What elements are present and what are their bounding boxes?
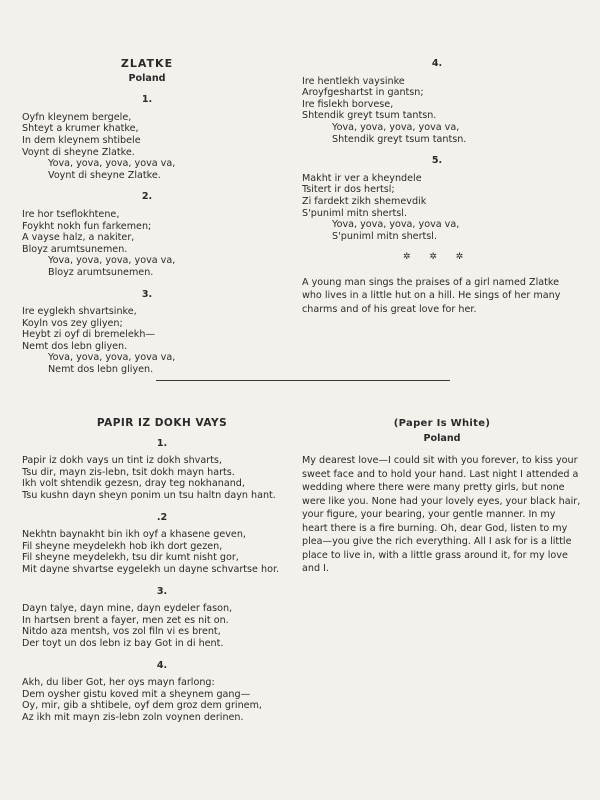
section-divider (156, 380, 450, 381)
refrain-line: Yova, yova, yova, yova va, (48, 352, 176, 364)
song-title: ZLATKE (120, 57, 174, 70)
verse-number: 3. (141, 288, 153, 300)
verse-line: Az ikh mit mayn zis-lebn zoln voynen derinen. (22, 711, 244, 723)
verse-line: Ire eyglekh shvartsinke, (22, 306, 137, 318)
refrain-line: Voynt di sheyne Zlatke. (48, 169, 161, 181)
verse-line: Ire fislekh borvese, (302, 98, 394, 110)
refrain-line: S'puniml mitn shertsl. (332, 230, 438, 242)
verse-line: Akh, du liber Got, her oys mayn farlong: (22, 677, 215, 689)
verse-number: .2 (156, 511, 168, 523)
song-papir (22, 418, 302, 723)
verse-number: 5. (431, 155, 443, 167)
song-description: My dearest love—I could sit with you forever, to kiss your sweet face and to hold your hand. Last night I attended a wedding where there were many pretty girls, but none were like you. None had your lovely eyes, your black hair, your figure, your bearing, your gentle manner. In my heart there is a fire burning. Oh, dear God, listen to my plea—you give the rich everything. All I ask for is a little place to live in, with a little grass around it, for my love and I. (302, 455, 581, 575)
verse-line: Foykht nokh fun farkemen; (22, 220, 152, 232)
verse-number: 4. (431, 58, 443, 69)
verse-line: Mit dayne shvartse eygelekh un dayne schvartse hor. (22, 563, 280, 575)
refrain-line: Yova, yova, yova, yova va, (48, 255, 176, 267)
verse-line: In hartsen brent a fayer, men zet es nit on. (22, 614, 229, 626)
refrain-line: Bloyz arumtsunemen. (48, 266, 154, 278)
verse-line: Heybt zi oyf di bremelekh— (22, 329, 155, 341)
refrain-line: Shtendik greyt tsum tantsn. (332, 133, 467, 145)
song-papir-translation (302, 418, 582, 576)
verse-number: 1. (156, 437, 168, 449)
verse-line: Ire hentlekh vaysinke (302, 75, 405, 87)
verse-line: S'puniml mitn shertsl. (302, 207, 408, 219)
song-zlatke (22, 58, 272, 376)
verse-line: Dayn talye, dayn mine, dayn eydeler fason, (22, 603, 233, 615)
verse-line: Nemt dos lebn gliyen. (22, 340, 128, 352)
verse-line: Bloyz arumtsunemen. (22, 243, 128, 255)
song-zlatke-continued (302, 58, 572, 316)
song-origin: Poland (423, 432, 461, 444)
verse-line: Tsu dir, mayn zis-lebn, tsit dokh mayn harts. (22, 466, 235, 478)
verse-number: 1. (141, 94, 153, 106)
verse-line: Zi fardekt zikh shemevdik (302, 195, 427, 207)
verse-line: Papir iz dokh vays un tint iz dokh shvarts, (22, 455, 222, 467)
refrain-line: Yova, yova, yova, yova va, (48, 158, 176, 170)
verse-number: 2. (141, 191, 153, 203)
verse-line: Tsu kushn dayn sheyn ponim un tsu haltn dayn hant. (22, 489, 276, 501)
translation-title: (Paper Is White) (393, 418, 491, 429)
verse-line: Oy, mir, gib a shtibele, oyf dem groz dem grinem, (22, 700, 262, 712)
verse-number: 4. (156, 659, 168, 671)
verse-line: Aroyfgeshartst in gantsn; (302, 87, 424, 99)
verse-line: Fil sheyne meydelekh, tsu dir kumt nisht gor, (22, 552, 239, 564)
verse-line: In dem kleynem shtibele (22, 134, 141, 146)
verse-line: Shteyt a krumer khatke, (22, 123, 139, 135)
verse-line: Koyln vos zey gliyen; (22, 317, 123, 329)
verse-line: Ikh volt shtendik gezesn, dray teg nokhanand, (22, 478, 245, 490)
refrain-line: Yova, yova, yova, yova va, (332, 219, 460, 231)
verse-line: Nekhtn baynakht bin ikh oyf a khasene geven, (22, 529, 246, 541)
verse-line: Shtendik greyt tsum tantsn. (302, 110, 437, 122)
verse-line: Oyfn kleynem bergele, (22, 111, 132, 123)
verse-line: Fil sheyne meydelekh hob ikh dort gezen, (22, 540, 223, 552)
refrain-line: Nemt dos lebn gliyen. (48, 364, 154, 376)
verse-line: Nitdo aza mentsh, vos zol filn vi es brent, (22, 626, 221, 638)
stars-divider: ✲ ✲ ✲ (402, 252, 472, 263)
verse-line: Ire hor tseflokhtene, (22, 208, 120, 220)
verse-line: Dem oysher gistu koved mit a sheynem gang— (22, 688, 251, 700)
verse-line: Makht ir ver a kheyndele (302, 172, 422, 184)
refrain-line: Yova, yova, yova, yova va, (332, 121, 460, 133)
song-title: PAPIR IZ DOKH VAYS (96, 417, 228, 429)
verse-line: Voynt di sheyne Zlatke. (22, 146, 135, 158)
verse-number: 3. (156, 585, 168, 597)
song-origin: Poland (128, 72, 166, 84)
verse-line: Tsitert ir dos hertsl; (302, 184, 395, 196)
song-description: A young man sings the praises of a girl named Zlatke who lives in a little hut on a hill. He sings of her many charms and of his great love for her. (302, 276, 561, 315)
verse-line: A vayse halz, a nakiter, (22, 232, 135, 244)
verse-line: Der toyt un dos lebn iz bay Got in di hent. (22, 637, 224, 649)
